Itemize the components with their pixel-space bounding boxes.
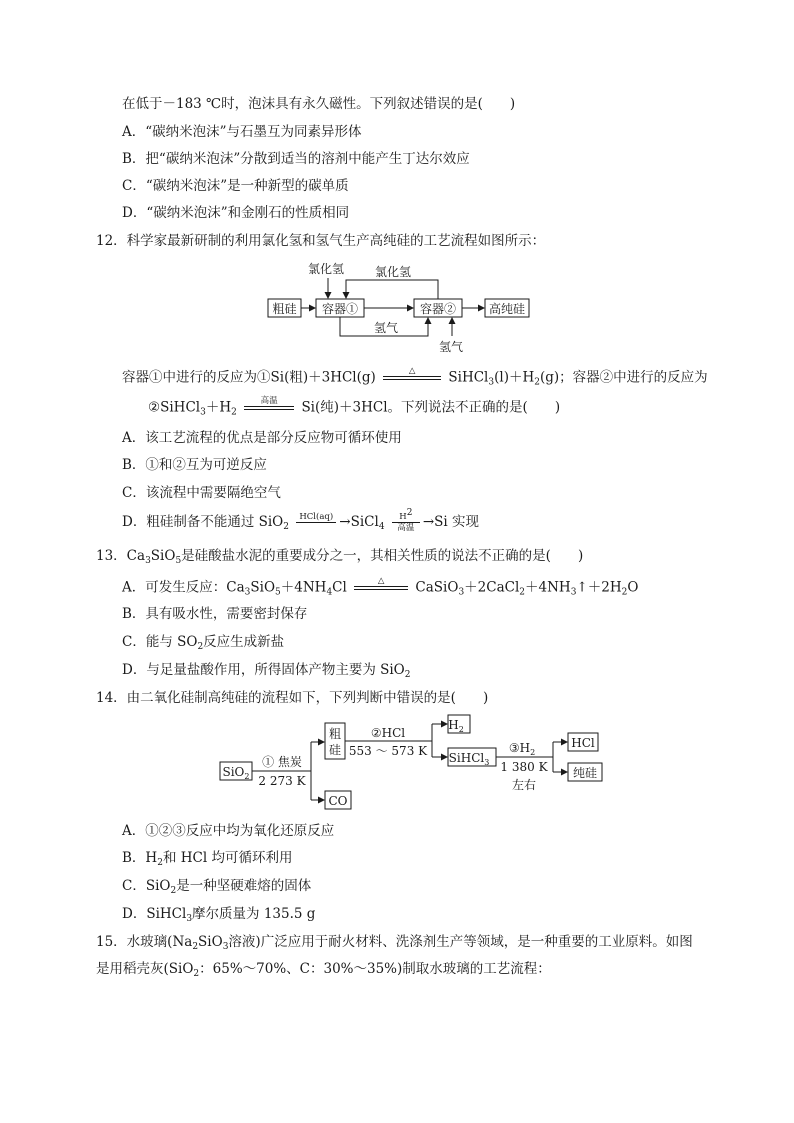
q12-reaction2: $②SiHCl_3+H_2$ 高温 Si(纯)＋3HCl。下列说法不正确的是( ) bbox=[148, 396, 561, 418]
q12-box-container1 bbox=[316, 299, 364, 317]
q14-label-crude1: 粗 bbox=[328, 727, 342, 741]
q13-option-c: C．能与 $SO_2$反应生成新盐 bbox=[122, 634, 285, 652]
q11-option-d: D．“碳纳米泡沫”和金刚石的性质相同 bbox=[122, 205, 350, 221]
q12-label-h2-recycle: 氢气 bbox=[373, 321, 399, 335]
q14-label-co: CO bbox=[328, 794, 348, 808]
q14-label-hcl: HCl bbox=[571, 736, 595, 750]
q12-option-a: A．该工艺流程的优点是部分反应物可循环使用 bbox=[122, 430, 402, 446]
q12-box-crude-si bbox=[268, 299, 301, 317]
q12-stem: 12．科学家最新研制的利用氯化氢和氢气生产高纯硅的工艺流程如图所示： bbox=[96, 233, 546, 249]
q14-label-step3-bot: 1 380 K bbox=[500, 760, 548, 774]
q14-label-step1-bot: 2 273 K bbox=[258, 774, 306, 788]
q13-option-d: D．与足量盐酸作用，所得固体产物主要为 SiO$_2$ bbox=[122, 662, 411, 680]
q14-label-pure: 纯硅 bbox=[572, 766, 598, 780]
q11-option-b: B．把“碳纳米泡沫”分散到适当的溶剂中能产生丁达尔效应 bbox=[122, 151, 470, 167]
q14-box-co bbox=[325, 791, 351, 809]
q14-label-sio2: SiO$_2$ bbox=[222, 765, 250, 781]
q12-arrow-h2-recycle bbox=[340, 317, 428, 336]
q14-box-hcl bbox=[568, 733, 598, 751]
q12-arrow-hcl-recycle bbox=[346, 280, 438, 299]
q11-stem: 在低于－183 ℃时，泡沫具有永久磁性。下列叙述错误的是( ) bbox=[122, 96, 516, 112]
q12-option-c: C．该流程中需要隔绝空气 bbox=[122, 485, 281, 501]
q14-label-step3-bot2: 左右 bbox=[511, 778, 537, 792]
q13-stem: 13．$Ca_3SiO_5$是硅酸盐水泥的重要成分之一，其相关性质的说法不正确的是( ) bbox=[96, 548, 584, 566]
q12-reaction1: 容器①中进行的反应为①Si(粗)＋3HCl(g) △ $SiHCl_3(l)+H_2(g)$；容器②中进行的反应为 bbox=[122, 366, 708, 388]
q14-option-b: B．$H_2$和 HCl 均可循环利用 bbox=[122, 850, 293, 868]
q14-label-step3-top: $③H_2$ bbox=[508, 741, 536, 757]
q11-option-c: C．“碳纳米泡沫”是一种新型的碳单质 bbox=[122, 178, 349, 194]
q11-option-a: A．“碳纳米泡沫”与石墨互为同素异形体 bbox=[122, 124, 362, 140]
q14-option-c: C．SiO$_2$是一种坚硬难熔的固体 bbox=[122, 878, 312, 896]
q12-label-hcl-in: 氯化氢 bbox=[307, 262, 345, 276]
q14-option-a: A．①②③反应中均为氧化还原反应 bbox=[122, 823, 335, 839]
q14-stem: 14．由二氧化硅制高纯硅的流程如下，下列判断中错误的是( ) bbox=[96, 690, 489, 706]
q14-option-d: D．SiHCl$_3$摩尔质量为 135.5 g bbox=[122, 906, 316, 924]
q15-line1: 15．水玻璃($Na_2SiO_3$溶液)广泛应用于耐火材料、洗涤剂生产等领域，是一种重要的工业原料。如图 bbox=[96, 934, 693, 952]
q14-label-step1-top: ① 焦炭 bbox=[262, 755, 302, 769]
q14-label-step2-bot: 553 ～ 573 K bbox=[348, 744, 428, 758]
q14-box-crude bbox=[325, 723, 345, 759]
q13-option-a: A．可发生反应：$Ca_3SiO_5+4NH_4Cl$ △ $CaSiO_3+2CaCl_2+4NH_3↑+2H_2O$ bbox=[122, 576, 639, 598]
q14-label-crude2: 硅 bbox=[328, 743, 342, 757]
q12-label-pure-si: 高纯硅 bbox=[488, 302, 526, 316]
q14-box-sihcl3 bbox=[448, 748, 496, 766]
q14-label-step2-top: ②HCl bbox=[370, 726, 406, 740]
q14-box-h2 bbox=[448, 715, 470, 733]
q12-label-container2: 容器② bbox=[419, 302, 457, 316]
q12-label-container1: 容器① bbox=[321, 302, 359, 316]
q14-box-sio2 bbox=[220, 762, 252, 780]
q14-label-sihcl3: SiHCl$_3$ bbox=[448, 751, 490, 767]
q12-box-pure-si bbox=[485, 299, 529, 317]
q15-line2: 是用稻壳灰(SiO$_2$：65%～70%、C：30%～35%)制取水玻璃的工艺流程： bbox=[96, 961, 551, 979]
q12-label-h2-in: 氢气 bbox=[438, 340, 464, 354]
q12-box-container2 bbox=[414, 299, 462, 317]
q14-label-h2: $H_2$ bbox=[448, 718, 464, 734]
q12-label-hcl-recycle: 氯化氢 bbox=[374, 265, 412, 279]
q12-option-b: B．①和②互为可逆反应 bbox=[122, 457, 267, 473]
q14-box-pure bbox=[568, 763, 602, 781]
q12-label-crude-si: 粗硅 bbox=[272, 302, 297, 316]
q13-option-b: B．具有吸水性，需要密封保存 bbox=[122, 606, 308, 622]
q12-option-d: D．粗硅制备不能通过 SiO$_2$ HCl(aq) →SiCl$_4$ $H^2$ 高温 →Si 实现 bbox=[122, 508, 480, 533]
